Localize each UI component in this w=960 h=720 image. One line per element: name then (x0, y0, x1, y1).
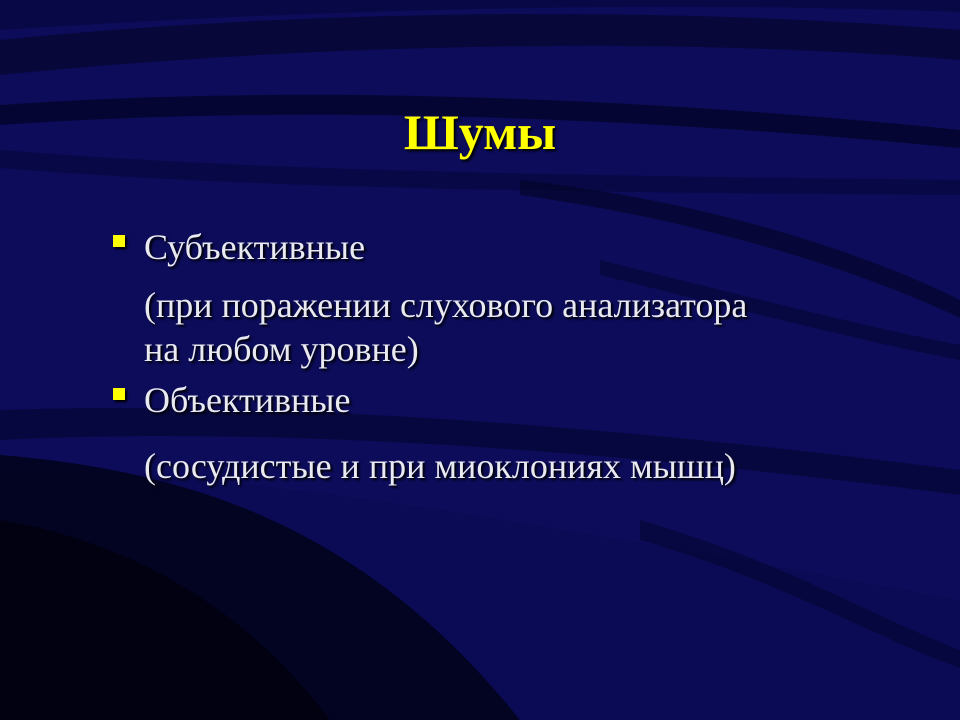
slide-title: Шумы (403, 104, 557, 160)
item-label: Объективные (144, 380, 351, 420)
note-line: (сосудистые и при миоклониях мышц) (144, 446, 736, 486)
yellow-square-bullet-icon (113, 235, 125, 247)
note-line: на любом уровне) (144, 329, 419, 369)
list-item-objective (110, 373, 910, 427)
item-note (110, 280, 910, 367)
item-note (110, 441, 910, 492)
item-label: Субъективные (144, 227, 366, 267)
bullet-list (110, 220, 910, 492)
note-line: (при поражении слухового анализатора (144, 285, 748, 325)
yellow-square-bullet-icon (113, 388, 125, 400)
list-item-subjective (110, 220, 910, 274)
